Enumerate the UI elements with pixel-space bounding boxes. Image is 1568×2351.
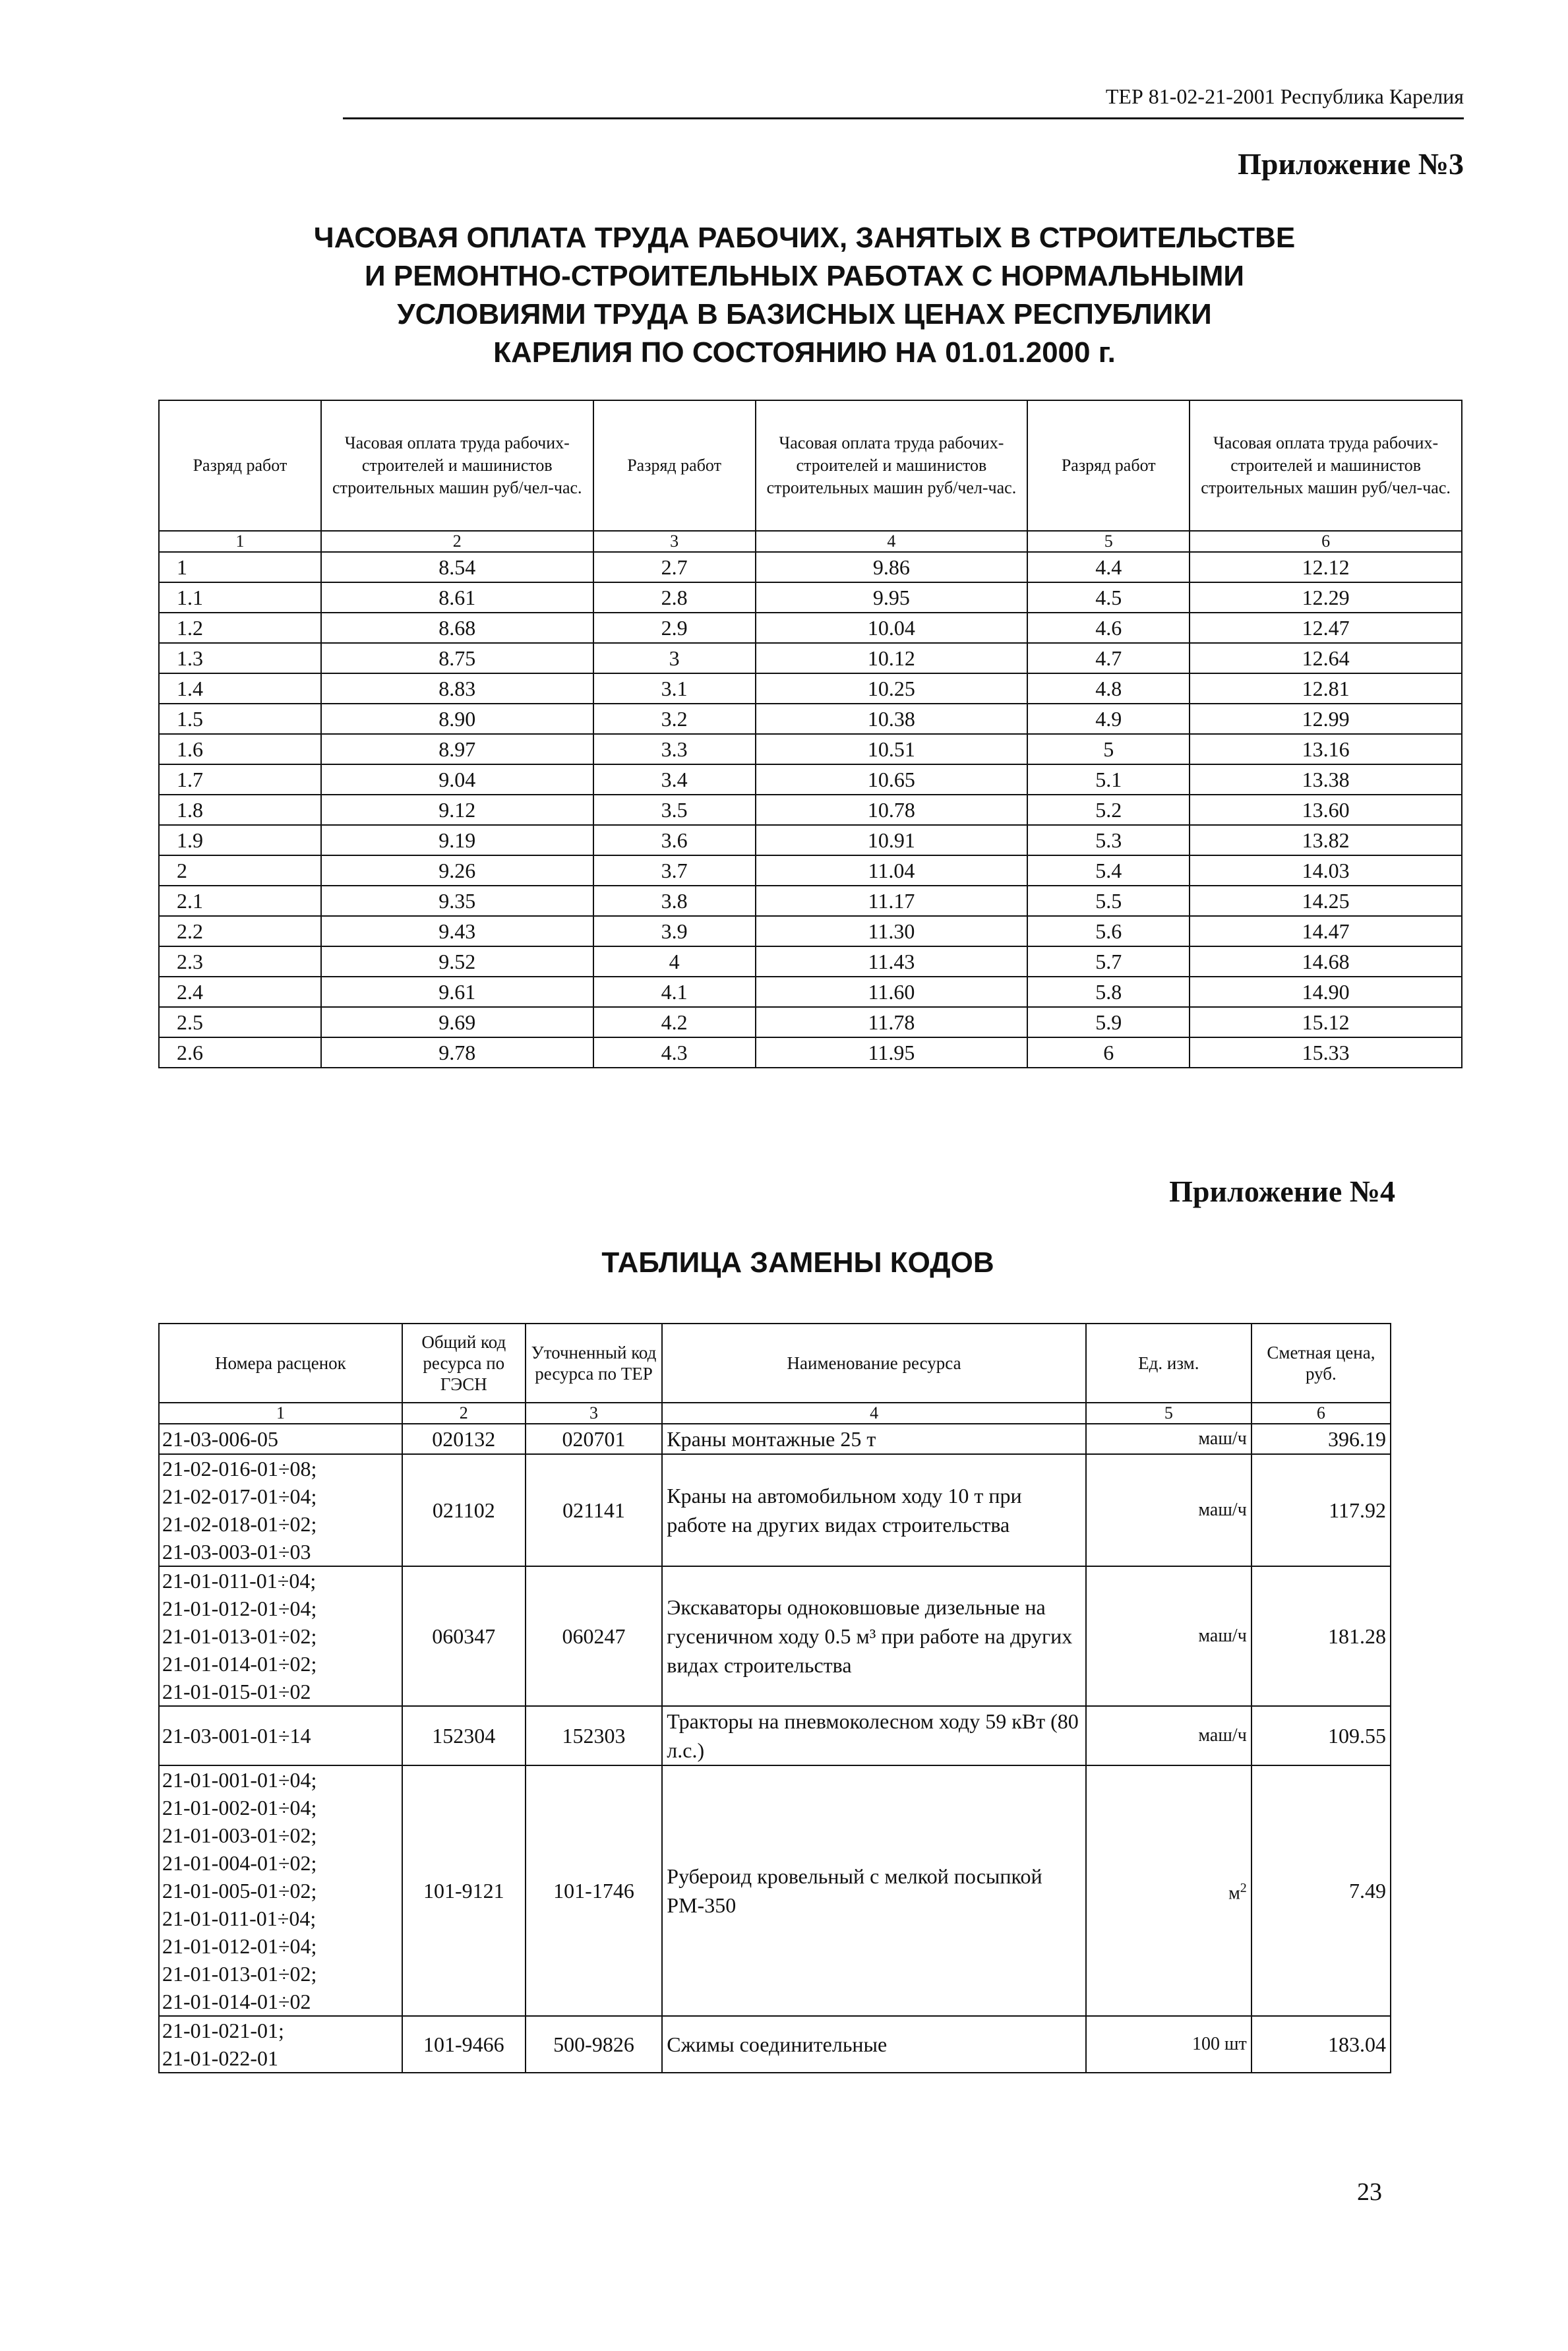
grade-cell: 4.8 <box>1027 673 1190 704</box>
table-header-row <box>159 1324 1391 1403</box>
column-number: 2 <box>402 1403 526 1424</box>
title-line: УСЛОВИЯМИ ТРУДА В БАЗИСНЫХ ЦЕНАХ РЕСПУБЛИКИ <box>397 298 1212 330</box>
rate-numbers-cell <box>159 1566 402 1706</box>
rate-cell: 9.78 <box>321 1037 593 1068</box>
column-number: 4 <box>756 531 1028 552</box>
gesn-code-cell: 021102 <box>402 1454 526 1566</box>
table-row <box>159 1424 1391 1454</box>
unit-text: маш/ч <box>1198 1500 1247 1520</box>
table-row <box>159 886 1462 916</box>
rate-cell: 14.47 <box>1190 916 1462 946</box>
rate-number: 21-01-013-01÷02; <box>162 1962 317 1986</box>
table-row <box>159 855 1462 886</box>
rate-cell: 14.25 <box>1190 886 1462 916</box>
rate-number: 21-01-012-01÷04; <box>162 1934 317 1958</box>
resource-name-cell: Тракторы на пневмоколесном ходу 59 кВт (80 л.с.) <box>662 1706 1086 1765</box>
rate-number: 21-01-004-01÷02; <box>162 1851 317 1875</box>
rate-cell: 10.91 <box>756 825 1028 855</box>
table-header-row <box>159 400 1462 531</box>
header-cell: Общий код ресурса по ГЭСН <box>402 1324 526 1403</box>
table-row <box>159 946 1462 977</box>
grade-cell: 1.2 <box>159 613 321 643</box>
appendix-3-title <box>158 219 1451 372</box>
rate-number: 21-01-021-01; <box>162 2019 284 2042</box>
appendix-4-title: ТАБЛИЦА ЗАМЕНЫ КОДОВ <box>601 1246 994 1279</box>
rate-number: 21-01-003-01÷02; <box>162 1823 317 1847</box>
grade-cell: 2.6 <box>159 1037 321 1068</box>
header-cell: Часовая оплата труда рабочих-строителей и машинистов строительных машин руб/чел-час. <box>1190 400 1462 531</box>
rate-number: 21-01-011-01÷04; <box>162 1907 317 1930</box>
rate-cell: 14.68 <box>1190 946 1462 977</box>
rate-cell: 10.65 <box>756 764 1028 795</box>
rate-cell: 9.86 <box>756 552 1028 582</box>
price-cell: 7.49 <box>1251 1765 1391 2016</box>
gesn-code-cell: 101-9466 <box>402 2016 526 2073</box>
rate-cell: 11.30 <box>756 916 1028 946</box>
rate-cell: 11.60 <box>756 977 1028 1007</box>
grade-cell: 1.6 <box>159 734 321 764</box>
grade-cell: 3.9 <box>593 916 756 946</box>
rate-cell: 8.61 <box>321 582 593 613</box>
rate-cell: 11.43 <box>756 946 1028 977</box>
wage-rates-table <box>158 400 1462 1068</box>
gesn-code-cell: 020132 <box>402 1424 526 1454</box>
rate-number: 21-01-005-01÷02; <box>162 1879 317 1903</box>
ter-code-cell: 021141 <box>526 1454 663 1566</box>
document-header: ТЕР 81-02-21-2001 Республика Карелия <box>1105 84 1464 108</box>
table-row <box>159 734 1462 764</box>
grade-cell: 5.8 <box>1027 977 1190 1007</box>
table-row <box>159 1765 1391 2016</box>
rate-numbers-cell <box>159 1765 402 2016</box>
header-cell: Часовая оплата труда рабочих-строителей и машинистов строительных машин руб/чел-час. <box>756 400 1028 531</box>
grade-cell: 3.8 <box>593 886 756 916</box>
gesn-code-cell: 101-9121 <box>402 1765 526 2016</box>
table-row <box>159 552 1462 582</box>
rate-cell: 11.78 <box>756 1007 1028 1037</box>
grade-cell: 5.4 <box>1027 855 1190 886</box>
ter-code-cell: 500-9826 <box>526 2016 663 2073</box>
price-cell: 181.28 <box>1251 1566 1391 1706</box>
grade-cell: 3.1 <box>593 673 756 704</box>
rate-number: 21-03-001-01÷14 <box>162 1724 311 1748</box>
header-cell: Сметная цена, руб. <box>1251 1324 1391 1403</box>
column-number-row <box>159 531 1462 552</box>
rate-number: 21-01-001-01÷04; <box>162 1768 317 1792</box>
rate-number: 21-01-014-01÷02; <box>162 1652 317 1676</box>
price-cell: 183.04 <box>1251 2016 1391 2073</box>
grade-cell: 1.8 <box>159 795 321 825</box>
rate-cell: 12.29 <box>1190 582 1462 613</box>
grade-cell: 5 <box>1027 734 1190 764</box>
rate-cell: 8.83 <box>321 673 593 704</box>
table-row <box>159 613 1462 643</box>
rate-cell: 14.90 <box>1190 977 1462 1007</box>
rate-cell: 12.99 <box>1190 704 1462 734</box>
rate-cell: 13.82 <box>1190 825 1462 855</box>
rate-numbers-cell <box>159 1706 402 1765</box>
grade-cell: 2.5 <box>159 1007 321 1037</box>
rate-cell: 15.12 <box>1190 1007 1462 1037</box>
rate-cell: 12.64 <box>1190 643 1462 673</box>
grade-cell: 3.6 <box>593 825 756 855</box>
grade-cell: 1.4 <box>159 673 321 704</box>
unit-text: маш/ч <box>1198 1725 1247 1746</box>
rate-number: 21-02-017-01÷04; <box>162 1484 317 1508</box>
grade-cell: 5.6 <box>1027 916 1190 946</box>
header-rule <box>343 117 1464 119</box>
unit-cell <box>1086 1765 1251 2016</box>
unit-text: маш/ч <box>1198 1428 1247 1449</box>
column-number: 5 <box>1086 1403 1251 1424</box>
rate-cell: 10.04 <box>756 613 1028 643</box>
resource-name-cell: Краны на автомобильном ходу 10 т при работе на других видах строительства <box>662 1454 1086 1566</box>
header-cell: Разряд работ <box>1027 400 1190 531</box>
appendix-4-label: Приложение №4 <box>1169 1175 1395 1208</box>
rate-cell: 8.75 <box>321 643 593 673</box>
grade-cell: 2 <box>159 855 321 886</box>
grade-cell: 6 <box>1027 1037 1190 1068</box>
grade-cell: 5.7 <box>1027 946 1190 977</box>
grade-cell: 3.7 <box>593 855 756 886</box>
rate-cell: 10.12 <box>756 643 1028 673</box>
title-line: И РЕМОНТНО-СТРОИТЕЛЬНЫХ РАБОТАХ С НОРМАЛЬНЫМИ <box>365 260 1244 292</box>
unit-cell <box>1086 1454 1251 1566</box>
rate-cell: 11.04 <box>756 855 1028 886</box>
grade-cell: 1.3 <box>159 643 321 673</box>
resource-name-cell: Рубероид кровельный с мелкой посыпкой РМ-350 <box>662 1765 1086 2016</box>
table-row <box>159 704 1462 734</box>
header-cell: Разряд работ <box>593 400 756 531</box>
grade-cell: 4.3 <box>593 1037 756 1068</box>
rate-cell: 14.03 <box>1190 855 1462 886</box>
rate-cell: 9.35 <box>321 886 593 916</box>
rate-number: 21-01-011-01÷04; <box>162 1569 317 1593</box>
price-cell: 396.19 <box>1251 1424 1391 1454</box>
rate-cell: 9.26 <box>321 855 593 886</box>
grade-cell: 2.7 <box>593 552 756 582</box>
resource-name-cell: Сжимы соединительные <box>662 2016 1086 2073</box>
grade-cell: 4.5 <box>1027 582 1190 613</box>
rate-number: 21-01-012-01÷04; <box>162 1597 317 1620</box>
rate-number: 21-03-006-05 <box>162 1427 278 1451</box>
unit-superscript: 2 <box>1240 1880 1247 1895</box>
table-row <box>159 764 1462 795</box>
rate-cell: 10.25 <box>756 673 1028 704</box>
rate-number: 21-01-015-01÷02 <box>162 1680 311 1703</box>
table-row <box>159 1706 1391 1765</box>
rate-cell: 12.47 <box>1190 613 1462 643</box>
rate-cell: 13.38 <box>1190 764 1462 795</box>
code-replacement-table <box>158 1323 1391 2073</box>
column-number: 1 <box>159 1403 402 1424</box>
grade-cell: 1 <box>159 552 321 582</box>
rate-cell: 9.61 <box>321 977 593 1007</box>
gesn-code-cell: 060347 <box>402 1566 526 1706</box>
unit-cell <box>1086 1424 1251 1454</box>
ter-code-cell: 020701 <box>526 1424 663 1454</box>
rate-cell: 11.95 <box>756 1037 1028 1068</box>
grade-cell: 2.9 <box>593 613 756 643</box>
unit-cell <box>1086 1566 1251 1706</box>
header-cell: Разряд работ <box>159 400 321 531</box>
title-line: ЧАСОВАЯ ОПЛАТА ТРУДА РАБОЧИХ, ЗАНЯТЫХ В СТРОИТЕЛЬСТВЕ <box>313 222 1296 254</box>
header-cell: Номера расценок <box>159 1324 402 1403</box>
rate-numbers-cell <box>159 1454 402 1566</box>
header-cell: Уточненный код ресурса по ТЕР <box>526 1324 663 1403</box>
rate-cell: 8.68 <box>321 613 593 643</box>
grade-cell: 4.2 <box>593 1007 756 1037</box>
rate-cell: 9.12 <box>321 795 593 825</box>
rate-cell: 8.90 <box>321 704 593 734</box>
column-number: 4 <box>662 1403 1086 1424</box>
rate-numbers-cell <box>159 2016 402 2073</box>
header-cell: Ед. изм. <box>1086 1324 1251 1403</box>
rate-cell: 9.19 <box>321 825 593 855</box>
grade-cell: 1.9 <box>159 825 321 855</box>
appendix-3-label: Приложение №3 <box>1238 147 1464 181</box>
grade-cell: 1.1 <box>159 582 321 613</box>
table-row <box>159 1566 1391 1706</box>
grade-cell: 3 <box>593 643 756 673</box>
rate-cell: 13.60 <box>1190 795 1462 825</box>
column-number: 6 <box>1251 1403 1391 1424</box>
column-number: 6 <box>1190 531 1462 552</box>
rate-cell: 12.12 <box>1190 552 1462 582</box>
unit-text: 100 шт <box>1192 2034 1247 2054</box>
table-row <box>159 977 1462 1007</box>
rate-cell: 10.78 <box>756 795 1028 825</box>
table-row <box>159 1007 1462 1037</box>
grade-cell: 5.9 <box>1027 1007 1190 1037</box>
grade-cell: 5.2 <box>1027 795 1190 825</box>
grade-cell: 2.3 <box>159 946 321 977</box>
grade-cell: 5.1 <box>1027 764 1190 795</box>
table-row <box>159 582 1462 613</box>
table-row <box>159 2016 1391 2073</box>
rate-cell: 10.38 <box>756 704 1028 734</box>
rate-number: 21-01-014-01÷02 <box>162 1990 311 2013</box>
grade-cell: 3.4 <box>593 764 756 795</box>
grade-cell: 4.7 <box>1027 643 1190 673</box>
grade-cell: 3.3 <box>593 734 756 764</box>
grade-cell: 5.5 <box>1027 886 1190 916</box>
rate-cell: 9.95 <box>756 582 1028 613</box>
ter-code-cell: 101-1746 <box>526 1765 663 2016</box>
table-row <box>159 1454 1391 1566</box>
column-number: 1 <box>159 531 321 552</box>
page-number: 23 <box>1357 2178 1382 2206</box>
unit-text: маш/ч <box>1198 1626 1247 1646</box>
rate-cell: 9.69 <box>321 1007 593 1037</box>
grade-cell: 3.5 <box>593 795 756 825</box>
title-line: КАРЕЛИЯ ПО СОСТОЯНИЮ НА 01.01.2000 г. <box>493 336 1116 369</box>
rate-cell: 11.17 <box>756 886 1028 916</box>
rate-number: 21-02-018-01÷02; <box>162 1512 317 1536</box>
grade-cell: 4.1 <box>593 977 756 1007</box>
rate-cell: 9.04 <box>321 764 593 795</box>
rate-number: 21-01-013-01÷02; <box>162 1624 317 1648</box>
rate-number: 21-01-002-01÷04; <box>162 1796 317 1819</box>
rate-number: 21-02-016-01÷08; <box>162 1457 317 1481</box>
grade-cell: 2.4 <box>159 977 321 1007</box>
grade-cell: 1.7 <box>159 764 321 795</box>
rate-number: 21-01-022-01 <box>162 2046 278 2070</box>
grade-cell: 4.9 <box>1027 704 1190 734</box>
price-cell: 109.55 <box>1251 1706 1391 1765</box>
column-number: 3 <box>593 531 756 552</box>
grade-cell: 4.4 <box>1027 552 1190 582</box>
ter-code-cell: 152303 <box>526 1706 663 1765</box>
gesn-code-cell: 152304 <box>402 1706 526 1765</box>
table-row <box>159 795 1462 825</box>
grade-cell: 4 <box>593 946 756 977</box>
table-row <box>159 1037 1462 1068</box>
rate-cell: 12.81 <box>1190 673 1462 704</box>
rate-cell: 10.51 <box>756 734 1028 764</box>
header-cell: Наименование ресурса <box>662 1324 1086 1403</box>
rate-cell: 15.33 <box>1190 1037 1462 1068</box>
rate-cell: 8.54 <box>321 552 593 582</box>
resource-name-cell: Краны монтажные 25 т <box>662 1424 1086 1454</box>
grade-cell: 4.6 <box>1027 613 1190 643</box>
rate-cell: 9.43 <box>321 916 593 946</box>
grade-cell: 3.2 <box>593 704 756 734</box>
column-number: 5 <box>1027 531 1190 552</box>
rate-cell: 13.16 <box>1190 734 1462 764</box>
unit-cell <box>1086 1706 1251 1765</box>
price-cell: 117.92 <box>1251 1454 1391 1566</box>
table-row <box>159 916 1462 946</box>
resource-name-cell: Экскаваторы одноковшовые дизельные на гусеничном ходу 0.5 м³ при работе на других видах строительства <box>662 1566 1086 1706</box>
column-number: 3 <box>526 1403 663 1424</box>
unit-text: м <box>1228 1883 1240 1904</box>
table-row <box>159 643 1462 673</box>
rate-number: 21-03-003-01÷03 <box>162 1540 311 1564</box>
column-number: 2 <box>321 531 593 552</box>
grade-cell: 2.8 <box>593 582 756 613</box>
rate-cell: 9.52 <box>321 946 593 977</box>
unit-cell <box>1086 2016 1251 2073</box>
grade-cell: 2.1 <box>159 886 321 916</box>
grade-cell: 5.3 <box>1027 825 1190 855</box>
header-cell: Часовая оплата труда рабочих-строителей и машинистов строительных машин руб/чел-час. <box>321 400 593 531</box>
rate-cell: 8.97 <box>321 734 593 764</box>
column-number-row <box>159 1403 1391 1424</box>
rate-numbers-cell <box>159 1424 402 1454</box>
table-row <box>159 825 1462 855</box>
grade-cell: 2.2 <box>159 916 321 946</box>
ter-code-cell: 060247 <box>526 1566 663 1706</box>
grade-cell: 1.5 <box>159 704 321 734</box>
table-row <box>159 673 1462 704</box>
